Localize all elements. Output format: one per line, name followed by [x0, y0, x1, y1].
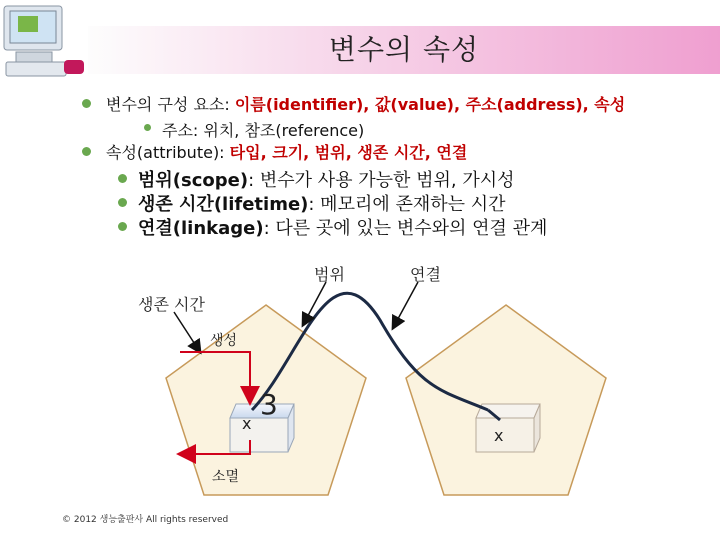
- copyright-text: © 2012 생능출판사 All rights reserved: [62, 515, 229, 525]
- bullet-lifetime-desc: : 메모리에 존재하는 시간: [308, 194, 506, 215]
- bullet-linkage-term: 연결(linkage): [138, 218, 264, 239]
- variable-name-right: x: [494, 426, 504, 445]
- bullet-address: 주소: 위치, 참조(reference): [162, 121, 365, 140]
- bullet-components-highlight: 이름(identifier), 값(value), 주소(address), 속성: [234, 95, 626, 114]
- bullet-attributes-prefix: 속성(attribute):: [106, 143, 230, 162]
- bullet-attributes-highlight: 타입, 크기, 범위, 생존 시간, 연결: [229, 143, 468, 162]
- bullet-linkage-desc: : 다른 곳에 있는 변수와의 연결 관계: [263, 218, 548, 239]
- linkage-pointer: [393, 282, 418, 328]
- scope-label: 범위: [314, 265, 345, 284]
- lifetime-label: 생존 시간: [138, 295, 205, 314]
- bullet-scope-desc: : 변수가 사용 가능한 범위, 가시성: [248, 170, 515, 191]
- create-label: 생성: [210, 333, 238, 349]
- destroy-label: 소멸: [212, 469, 240, 485]
- variable-name-left: x: [242, 414, 252, 433]
- memory-cube-right: [476, 404, 540, 452]
- variable-value: 3: [260, 388, 278, 421]
- bullet-lifetime-term: 생존 시간(lifetime): [138, 194, 309, 215]
- bullet-scope-term: 범위(scope): [138, 170, 249, 191]
- linkage-label: 연결: [410, 265, 441, 284]
- scope-pentagon-right: [406, 305, 606, 495]
- slide-title: 변수의 속성: [328, 33, 480, 66]
- bullet-components-prefix: 변수의 구성 요소:: [106, 95, 235, 114]
- lifetime-pointer: [174, 312, 200, 352]
